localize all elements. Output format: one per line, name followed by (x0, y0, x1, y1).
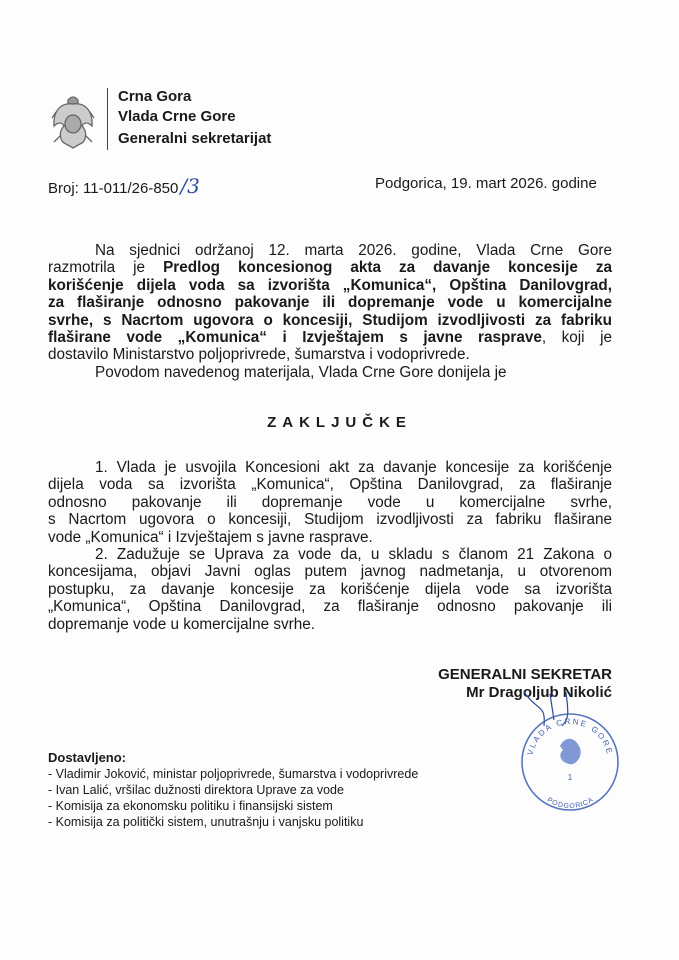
text-line (48, 494, 612, 511)
text: , koji je (541, 329, 613, 346)
stamp-bottom-text: PODGORICA (545, 796, 595, 811)
text-line (48, 581, 612, 598)
header-country: Crna Gora (118, 88, 192, 105)
handwritten-suffix: /3 (180, 174, 200, 198)
text-line (95, 459, 612, 476)
text: s Nacrtom ugovora o koncesiji, Studijom izvodljivosti za fabriku flaširane (48, 511, 612, 529)
text-line (48, 346, 612, 363)
header-government: Vlada Crne Gore (118, 108, 236, 125)
distribution-item: - Vladimir Joković, ministar poljoprivrede, šumarstva i vodoprivrede (48, 767, 419, 781)
signature-name: Mr Dragoljub Nikolić (466, 684, 612, 701)
distribution-label: Dostavljeno: (48, 750, 127, 765)
bold-text: za flaširanje odnosno pakovanje ili dopremanje vode u komercijalne (48, 294, 612, 312)
text: postupku, za davanje koncesije za korišćenje dijela vode sa izvorišta (48, 580, 612, 598)
text: vode „Komunica“ i Izvještajem s javne rasprave. (48, 528, 373, 546)
distribution-item: - Ivan Lalić, vršilac dužnosti direktora Uprave za vode (48, 783, 344, 797)
bold-text: svrhe, s Nacrtom ugovora o koncesiji, Studijom izvodljivosti za fabriku (48, 311, 612, 329)
text: dostavilo Ministarstvo poljoprivrede, šumarstva i vodoprivrede. (48, 346, 470, 364)
conclusions-title: ZAKLJUČKE (267, 414, 412, 431)
text: Povodom navedenog materijala, Vlada Crne Gore donijela je (95, 363, 507, 381)
reference-number-text: Broj: 11-011/26-850 (48, 180, 179, 197)
reference-number (48, 174, 200, 198)
text-line (48, 616, 612, 633)
text: 2. Zadužuje se Uprava za vode da, u skladu s članom 21 Zakona o (95, 546, 612, 563)
place-date: Podgorica, 19. mart 2026. godine (375, 175, 597, 192)
text: Na sjednici održanoj 12. marta 2026. godine, Vlada Crne Gore (95, 242, 612, 259)
text: dopremanje vode u komercijalne svrhe. (48, 615, 315, 633)
text-line (48, 598, 612, 615)
distribution-item: - Komisija za ekonomsku politiku i finansijski sistem (48, 799, 333, 813)
text-line (48, 312, 612, 329)
text: dijela voda sa izvorišta „Komunica“, Opština Danilovgrad, za flaširanje (48, 476, 612, 494)
text-line (48, 294, 612, 311)
text-line (48, 259, 612, 276)
text: „Komunica“, Opština Danilovgrad, za flaširanje odnosno pakovanje ili (48, 598, 612, 616)
signature-title: GENERALNI SEKRETAR (438, 666, 612, 683)
stamp-number: 1 (567, 773, 573, 782)
distribution-item: - Komisija za politički sistem, unutrašnju i vanjsku politiku (48, 815, 364, 829)
text-line (48, 329, 612, 346)
text-line (48, 511, 612, 528)
bold-text: Predlog koncesionog akta za davanje koncesije za (163, 259, 612, 277)
text-line (95, 546, 612, 563)
stamp-top-text: VLADA CRNE GORE (525, 716, 615, 757)
header-divider (107, 88, 108, 150)
text-line (48, 476, 612, 493)
text: 1. Vlada je usvojila Koncesioni akt za davanje koncesije za korišćenje (95, 459, 612, 476)
svg-text:PODGORICA (546, 797, 595, 811)
text-line (48, 277, 612, 294)
text: koncesijama, objavi Javni oglas putem javnog nadmetanja, u otvorenom (48, 563, 612, 581)
bold-text: korišćenje dijela voda sa izvorišta „Komunica“, Opština Danilovgrad, (48, 276, 612, 294)
text-line (48, 529, 612, 546)
text-line (48, 563, 612, 580)
text-line (95, 242, 612, 259)
text: razmotrila je (48, 259, 164, 277)
text-line (95, 364, 612, 381)
text: odnosno pakovanje ili dopremanje vode u komercijalne svrhe, (48, 493, 612, 511)
official-stamp (515, 704, 625, 814)
header-office: Generalni sekretarijat (118, 130, 272, 147)
bold-text: flaširane vode „Komunica“ i Izvještajem s javne rasprave (48, 329, 542, 346)
coat-of-arms-logo (50, 92, 96, 150)
